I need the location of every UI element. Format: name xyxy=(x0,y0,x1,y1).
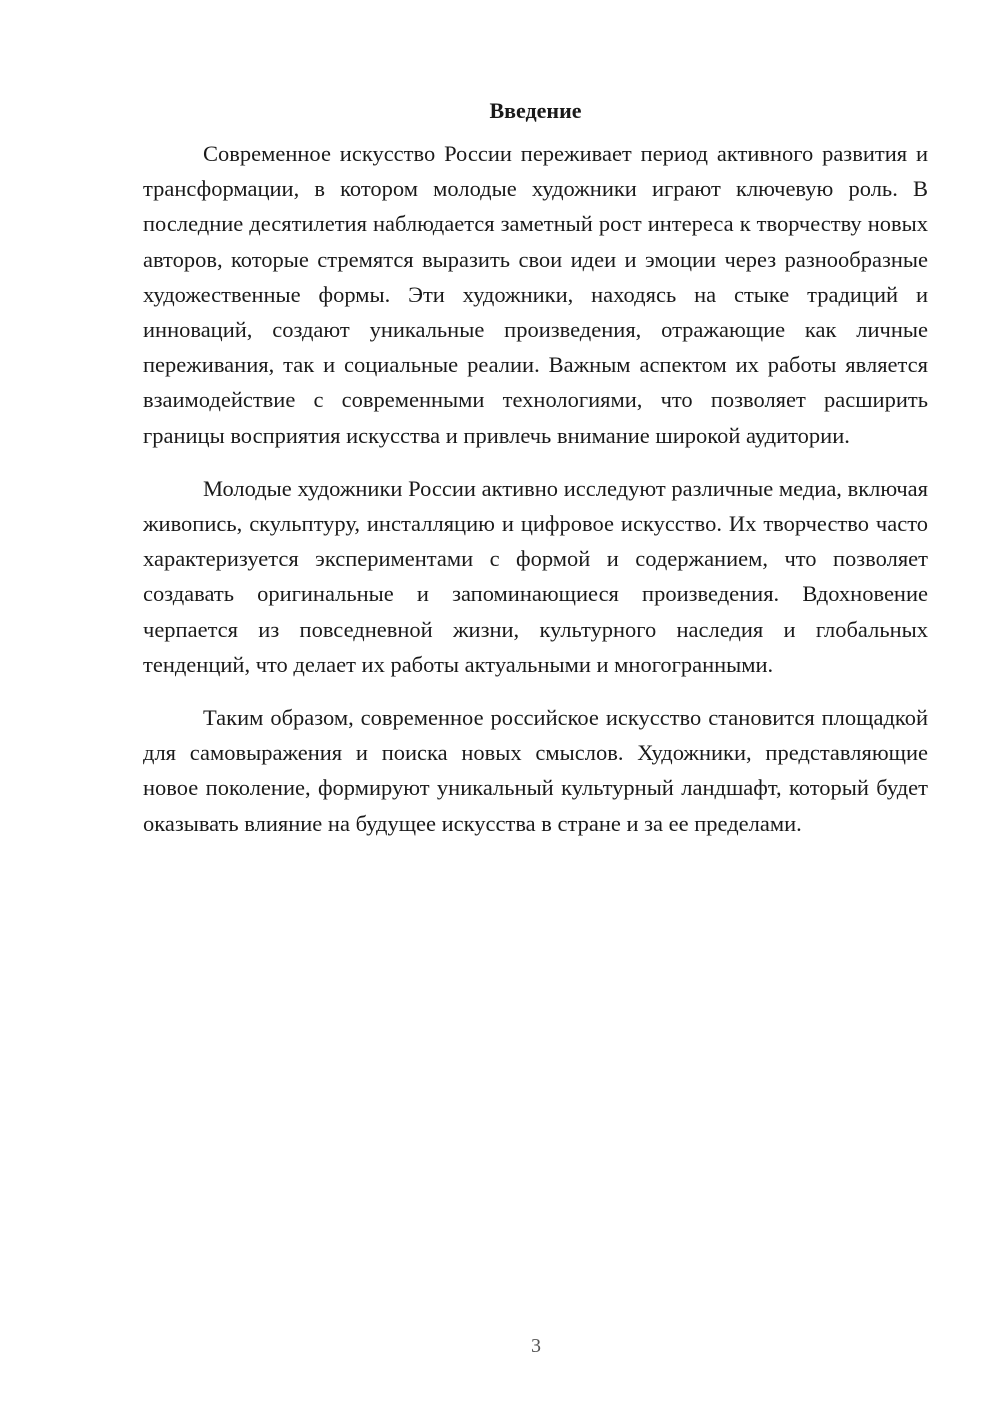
paragraph-1: Современное искусство России переживает период активного развития и трансформации, в котором молодые художники играют ключевую роль. В последние десятилетия наблюдается заметный рост интереса к творчеству новых авторов, которые стремятся выразить свои идеи и эмоции через разнообразные художественные формы. Эти художники, находясь на стыке традиций и инноваций, создают уникальные произведения, отражающие как личные переживания, так и социальные реалии. Важным аспектом их работы является взаимодействие с современными технологиями, что позволяет расширить границы восприятия искусства и привлечь внимание широкой аудитории. xyxy=(143,141,928,448)
page-number: 3 xyxy=(531,1335,541,1357)
section-title: Введение xyxy=(489,98,582,123)
paragraph-3: Таким образом, современное российское искусство становится площадкой для самовыражения и поиска новых смыслов. Художники, представляющие новое поколение, формируют уникальный культурный ландшафт, который будет оказывать влияние на будущее искусства в стране и за ее пределами. xyxy=(143,705,928,836)
page-content xyxy=(143,96,928,859)
paragraph-2: Молодые художники России активно исследуют различные медиа, включая живопись, скульптуру, инсталляцию и цифровое искусство. Их творчество часто характеризуется экспериментами с формой и содержанием, что позволяет создавать оригинальные и запоминающиеся произведения. Вдохновение черпается из повседневной жизни, культурного наследия и глобальных тенденций, что делает их работы актуальными и многогранными. xyxy=(143,475,928,677)
